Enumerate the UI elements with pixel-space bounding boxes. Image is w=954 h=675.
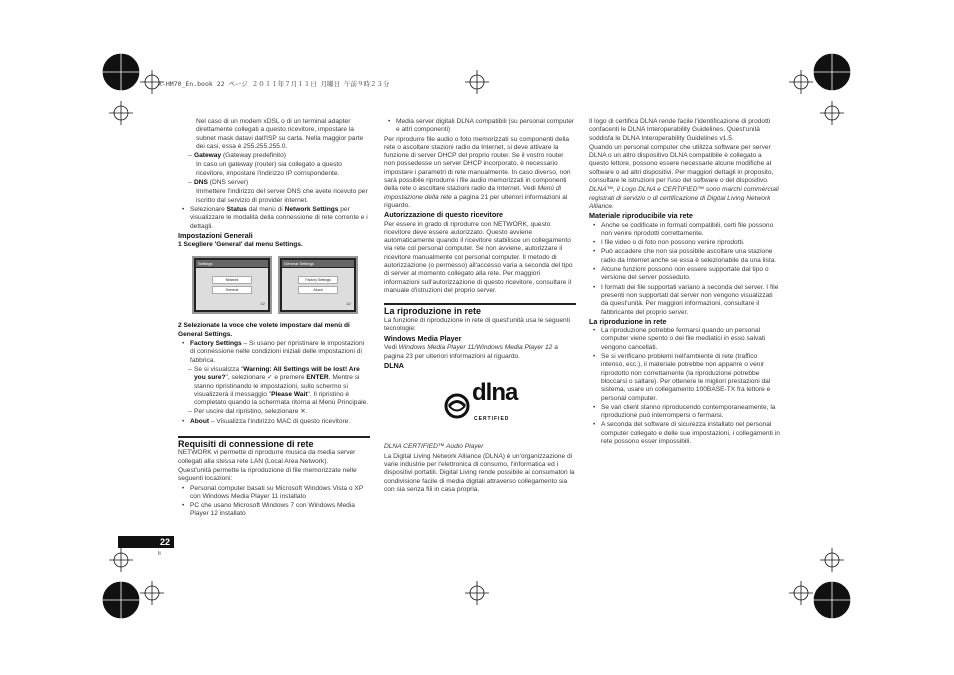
print-header: X-HM70_En.book 22 ページ ２０１１年７月１１日 月曜日 午前９時２３分 (158, 80, 390, 88)
step-1: 1 Scegliere 'General' dal menu Settings. (178, 241, 303, 249)
warning-item: – Se si visualizza "Warning: All Settings will be lost! Are you sure?", selezionare ✓ e premere ENTER. Mentre si stanno ripristinando le impostazioni, sullo schermo si visualizzerà il messaggio "Please Wait". Il ripristino è completato quando la schermata ritorna al Menù Principale. (188, 365, 369, 407)
dlna-logo-icon (444, 393, 470, 419)
media-server-item: • Media server digitali DLNA compatibili (su personal computer e altri componenti) (384, 118, 576, 135)
general-settings-screen: General Settings Factory Settings About 1/2 (278, 256, 358, 314)
general-settings-heading: Impostazioni Generali (178, 230, 253, 240)
step-2: 2 Selezionate la voce che volete impostare dal menù di General Settings. (178, 322, 350, 338)
authorization-heading: Autorizzazione di questo ricevitore (384, 210, 504, 220)
dlna-logo (384, 371, 576, 443)
req-li1: • Personal computer basati su Microsoft Windows Vista o XP con Windows Media Player 11 installato (178, 485, 370, 502)
material-li-5: • I formati dei file supportati variano a seconda del server. I file presenti non supportati dal server non vengono visualizzati da quest'unità. Per maggiori informazioni, consultare il fabbricante del proprio server. (589, 284, 781, 317)
subnet-text: Nel caso di un modem xDSL o di un terminal adapter direttamente collegati a questo ricevitore, impostare la subnet mask datavi dall'ISP su carta. Nella maggior parte dei casi, essa è 255.255.255.0. (196, 118, 364, 150)
playback-li-4: • A seconda del software di sicurezza installato nel personal computer collegato e delle sue impostazioni, i collegamenti in rete possono esser impossibili. (589, 421, 781, 446)
exit-item: – Per uscire dal ripristino, selezionare ✕. (188, 408, 308, 416)
authorization-text: Per essere in grado di riprodurre con NETWORK, questo ricevitore deve essere autorizzato. Questo avviene automaticamente quando il ricevitore stabilisce un collegamento via rete col personal computer. Se non avviene, autorizzare il ricevitore manualmente col personal computer. Il metodo di autorizzazione (o permesso) all'accesso varia a seconda del tipo di server al momento collegato alla rete. Per maggiori informazioni sull'autorizzazione di questo ricevitore, consultare il manuale d'istruzioni del proprio server. (384, 220, 573, 294)
material-li-4: • Alcune funzioni possono non essere supportate dal tipo o versione del server posseduto. (589, 266, 781, 283)
playback-li-2: • Se si verificano problemi nell'ambiente di rete (traffico intenso, ecc.), il materiale potrebbe non apparire o venir riprodotto non correttamente (la riproduzione potrebbe bloccarsi o saltare). Per ottenere le migliori prestazioni dal sistema, usare un collegamento 100BASE-TX fra lettore e personal computer. (589, 353, 781, 403)
dns-item: – DNS (DNS server) (188, 179, 249, 187)
trademark-text: DLNA™, il Logo DLNA e CERTIFIED™ sono marchi commerciali registrati di servizio o di certificazione di Digital Living Network Alliance. (589, 186, 779, 210)
dlna-logo-text: dlna (472, 379, 518, 407)
screenshots (178, 250, 370, 322)
page-lang: It (158, 551, 161, 557)
column-1 (178, 118, 370, 520)
settings-screen: Settings Network General 1/2 (192, 256, 272, 314)
req-li2: • PC che usano Microsoft Windows 7 con Windows Media Player 12 installato (178, 502, 370, 519)
playback-text: La funzione di riproduzione in rete di quest'unità usa le seguenti tecnologie: (384, 316, 571, 332)
wmp-heading: Windows Media Player (384, 334, 462, 344)
dlna-text: La Digital Living Network Alliance (DLNA) è un'organizzazione di varie industrie per l'elettronica di consumo, l'informatica ed i dispositivi portatili. Digital Living rende possibile ai consumatori la condivisione facile di media digitali attraverso collegamento sia con sia senza fili in casa propria. (384, 452, 575, 493)
material-li-1: • Anche se codificate in formati compatibili, certi file possono non venire riprodotti correttamente. (589, 222, 781, 239)
about-item: • About – Visualizza l'indirizzo MAC di questo ricevitore. (178, 418, 370, 426)
playback-heading: La riproduzione in rete (589, 316, 667, 326)
material-li-2: • I file video o di foto non possono venire riprodotti. (589, 239, 781, 247)
req-p1: NETWORK vi permette di riprodurre musica da media server collegati alla stessa rete LAN (Local Area Network). (178, 449, 356, 465)
gateway-text: In caso un gateway (router) sia collegato a questo ricevitore, impostare l'indirizzo IP corrispondente. (196, 161, 342, 177)
dlna-caption: DLNA CERTIFIED™ Audio Player (384, 443, 484, 451)
material-li-3: • Può accadere che non sia possibile ascoltare una stazione radio da Internet anche se essa è selezionabile da una lista. (589, 248, 781, 265)
dhcp-text: Per riprodurre file audio o foto memorizzati su componenti della rete o ascoltare stazioni radio da Internet, si deve attivare la funzione di server DHCP del proprio router. Se il vostro router non possedesse un server DHCP incorporato, è necessario impostare i parametri di rete manualmente. In caso diverso, non sarà possibile riprodurre i file audio memorizzati in componenti della rete o ascoltare stazioni radio da Internet. Vedi Menù di impostazione della rete a pagina 21 per ulteriori informazioni al riguardo. (384, 135, 571, 209)
dns-text: Immettere l'indirizzo del server DNS che avete ricevuto per iscritto dal servizio di provider internet. (196, 188, 368, 204)
playback-li-1: • La riproduzione potrebbe fermarsi quando un personal computer viene spento o dei file mediatici in esso salvati vengono cancellati. (589, 327, 781, 352)
material-heading: Materiale riproducibile via rete (589, 211, 693, 221)
column-3 (589, 118, 781, 447)
wmp-text: Vedi Windows Media Player 11/Windows Media Player 12 a pagina 23 per ulteriori informazioni al riguardo. (384, 344, 558, 360)
status-item: • Selezionare Status dal menù di Network Settings per visualizzare le modalità della connessione di rete corrente e i dettagli. (178, 206, 370, 231)
page-number: 22 (118, 536, 174, 548)
dlna-server-text: Quando un personal computer che utilizza software per server DLNA o un altro dispositivo DLNA compatibile è collegato a questo lettore, possono essere necessarie alcune modifiche al software o ad altri dispositivi. Per maggiori dettagli in proposito, consultare le istruzioni per l'uso del software o del dispositivo. (589, 143, 774, 185)
dlna-logo-text-p: Il logo di certifica DLNA rende facile l'identificazione di prodotti confacenti le DLNA Interoperability Guidelines. Quest'unità soddisfa le DLNA Interoperability Guidelines v1.5. (589, 118, 771, 142)
network-playback-heading: La riproduzione in rete (384, 306, 482, 317)
requirements-heading: Requisiti di connessione di rete (178, 439, 314, 450)
gateway-item: – Gateway (Gateway predefinito) (188, 152, 286, 160)
dlna-heading: DLNA (384, 361, 404, 371)
column-2 (384, 118, 576, 495)
req-p2: Quest'unità permette la riproduzione di file memorizzate nelle seguenti locazioni: (178, 466, 357, 483)
factory-item: • Factory Settings – Si usano per ripristinare le impostazioni di connessione nelle condizioni iniziali delle impostazioni di fabbrica. (178, 340, 370, 365)
dlna-logo-sub: CERTIFIED (474, 416, 510, 423)
playback-li-3: • Se vari client stanno riproducendo contemporaneamente, la riproduzione può interrompersi o fermarsi. (589, 404, 781, 421)
